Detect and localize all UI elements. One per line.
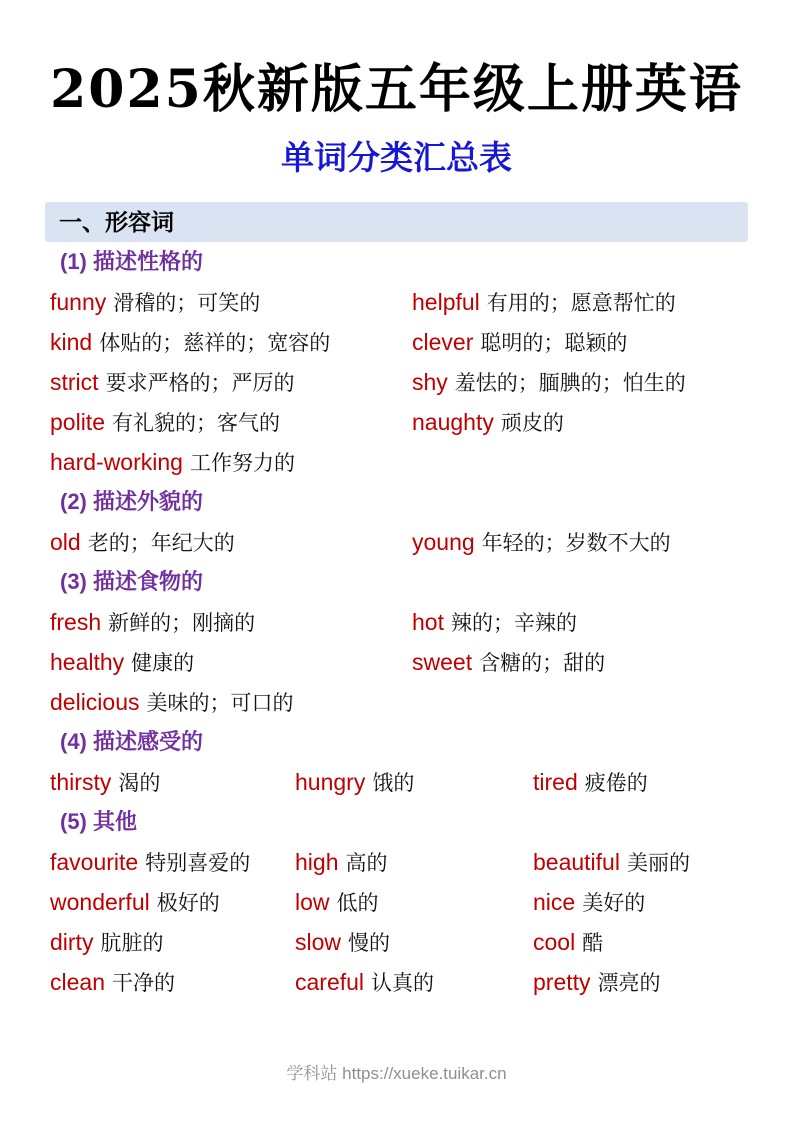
chinese-meaning: 有用的；愿意帮忙的: [486, 292, 676, 315]
page-subtitle: 单词分类汇总表: [281, 138, 512, 177]
english-word: clever: [412, 329, 474, 355]
chinese-meaning: 老的；年纪大的: [87, 532, 235, 555]
word-entry: [412, 522, 753, 566]
english-word: tired: [533, 769, 578, 795]
chinese-meaning: 年轻的；岁数不大的: [481, 532, 671, 555]
word-row: [50, 322, 753, 362]
english-word: fresh: [50, 609, 102, 635]
word-entry: [50, 282, 412, 326]
word-entry: [50, 322, 412, 366]
word-entry: [50, 682, 412, 726]
english-word: dirty: [50, 929, 94, 955]
chinese-meaning: 要求严格的；严厉的: [105, 372, 295, 395]
english-word: thirsty: [50, 769, 112, 795]
chinese-meaning: 慢的: [348, 932, 391, 955]
chinese-meaning: 漂亮的: [597, 972, 661, 995]
footer-link[interactable]: 学科站 https://xueke.tuikar.cn: [286, 1064, 507, 1083]
word-entry: [50, 962, 295, 1006]
word-row: [50, 762, 753, 802]
english-word: old: [50, 529, 81, 555]
chinese-meaning: 美丽的: [626, 852, 690, 875]
word-entry: [295, 922, 533, 966]
word-entry: [533, 762, 753, 806]
chinese-meaning: 干净的: [111, 972, 175, 995]
english-word: delicious: [50, 689, 140, 715]
word-row: [50, 402, 753, 442]
part-banner-adjectives: 一、形容词: [45, 202, 748, 242]
section-heading-personality: (1) 描述性格的: [60, 249, 204, 274]
word-row: [50, 882, 753, 922]
chinese-meaning: 顽皮的: [500, 412, 564, 435]
english-word: funny: [50, 289, 107, 315]
word-entry: [412, 282, 753, 326]
english-word: healthy: [50, 649, 125, 675]
section-heading-food: (3) 描述食物的: [60, 569, 204, 594]
word-entry: [295, 962, 533, 1006]
word-list: [0, 242, 793, 1002]
word-entry: [50, 362, 412, 406]
english-word: pretty: [533, 969, 591, 995]
word-entry: [412, 602, 753, 646]
word-entry: [50, 642, 412, 686]
word-entry: [50, 762, 295, 806]
chinese-meaning: 辣的；辛辣的: [450, 612, 577, 635]
word-entry: [50, 402, 412, 446]
word-row: [50, 922, 753, 962]
word-row: [50, 962, 753, 1002]
english-word: shy: [412, 369, 448, 395]
footer: [0, 1062, 793, 1086]
chinese-meaning: 低的: [336, 892, 379, 915]
chinese-meaning: 滑稽的；可笑的: [113, 292, 261, 315]
chinese-meaning: 饿的: [372, 772, 415, 795]
word-entry: [533, 962, 753, 1006]
english-word: cool: [533, 929, 576, 955]
english-word: slow: [295, 929, 342, 955]
chinese-meaning: 疲倦的: [584, 772, 648, 795]
chinese-meaning: 高的: [345, 852, 388, 875]
word-row: [50, 442, 753, 482]
word-entry: [50, 522, 412, 566]
english-word: sweet: [412, 649, 473, 675]
word-entry: [50, 442, 412, 486]
chinese-meaning: 含糖的；甜的: [479, 652, 606, 675]
chinese-meaning: 工作努力的: [189, 452, 295, 475]
english-word: hungry: [295, 769, 366, 795]
english-word: favourite: [50, 849, 139, 875]
english-word: low: [295, 889, 330, 915]
english-word: nice: [533, 889, 576, 915]
english-word: polite: [50, 409, 105, 435]
english-word: kind: [50, 329, 93, 355]
word-entry: [50, 602, 412, 646]
word-entry: [50, 922, 295, 966]
english-word: beautiful: [533, 849, 620, 875]
english-word: careful: [295, 969, 365, 995]
word-entry: [533, 842, 753, 886]
section-heading-others: (5) 其他: [60, 809, 138, 834]
word-row: [50, 362, 753, 402]
english-word: hard-working: [50, 449, 183, 475]
word-row: [50, 522, 753, 562]
chinese-meaning: 美味的；可口的: [146, 692, 294, 715]
word-row: [50, 282, 753, 322]
english-word: strict: [50, 369, 99, 395]
chinese-meaning: 认真的: [371, 972, 435, 995]
chinese-meaning: 体贴的；慈祥的；宽容的: [99, 332, 331, 355]
chinese-meaning: 聪明的；聪颖的: [480, 332, 628, 355]
chinese-meaning: 渴的: [118, 772, 161, 795]
word-entry: [295, 842, 533, 886]
word-row: [50, 842, 753, 882]
word-row: [50, 682, 753, 722]
word-entry: [50, 842, 295, 886]
chinese-meaning: 酷: [582, 932, 604, 955]
chinese-meaning: 肮脏的: [100, 932, 164, 955]
english-word: wonderful: [50, 889, 150, 915]
english-word: clean: [50, 969, 105, 995]
chinese-meaning: 极好的: [156, 892, 220, 915]
word-entry: [295, 882, 533, 926]
section-heading-appearance: (2) 描述外貌的: [60, 489, 204, 514]
english-word: young: [412, 529, 475, 555]
english-word: high: [295, 849, 339, 875]
section-heading-feelings: (4) 描述感受的: [60, 729, 204, 754]
word-row: [50, 602, 753, 642]
word-entry: [533, 882, 753, 926]
word-entry: [50, 882, 295, 926]
chinese-meaning: 特别喜爱的: [145, 852, 251, 875]
word-entry: [412, 402, 753, 446]
word-entry: [412, 642, 753, 686]
chinese-meaning: 新鲜的；刚摘的: [108, 612, 256, 635]
english-word: naughty: [412, 409, 494, 435]
word-row: [50, 642, 753, 682]
word-entry: [295, 762, 533, 806]
word-entry: [412, 322, 753, 366]
chinese-meaning: 有礼貌的；客气的: [111, 412, 280, 435]
chinese-meaning: 美好的: [582, 892, 646, 915]
page-title: 2025秋新版五年级上册英语: [50, 59, 743, 120]
chinese-meaning: 羞怯的；腼腆的；怕生的: [454, 372, 686, 395]
english-word: hot: [412, 609, 444, 635]
word-entry: [533, 922, 753, 966]
chinese-meaning: 健康的: [131, 652, 195, 675]
word-entry: [412, 362, 753, 406]
english-word: helpful: [412, 289, 480, 315]
